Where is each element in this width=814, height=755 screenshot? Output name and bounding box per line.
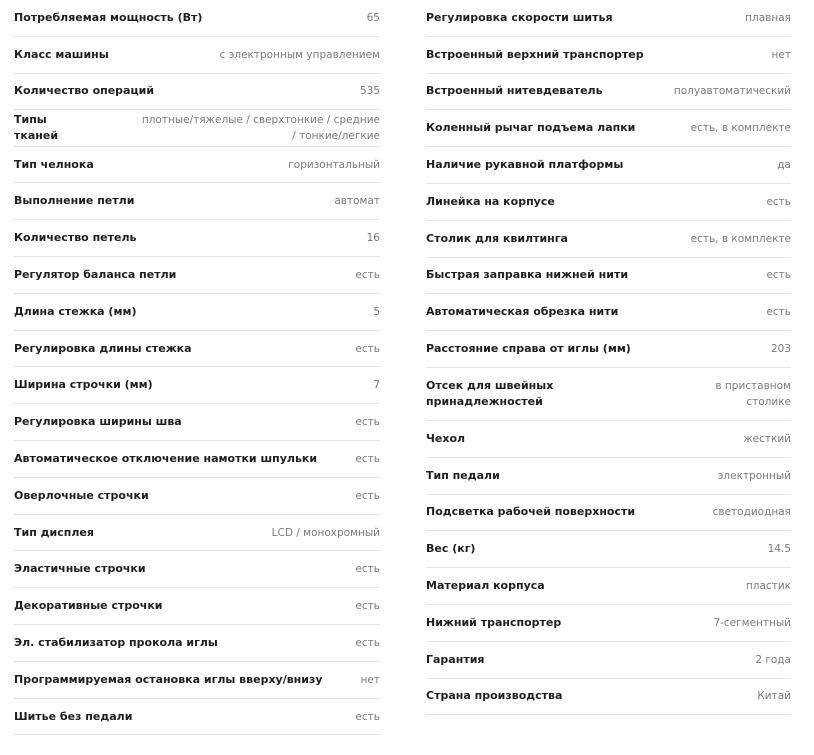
spec-label: Автоматическое отключение намотки шпульки [14,451,318,465]
spec-value: 203 [770,343,791,356]
spec-label: Столик для квилтинга [426,231,568,245]
spec-row [426,74,791,111]
spec-label: Потребляемая мощность (Вт) [14,10,203,24]
spec-value: Китай [757,690,791,703]
spec-value: полуавтоматический [673,85,791,98]
spec-label: Программируемая остановка иглы вверху/внизу [14,672,323,686]
spec-label: Шитье без педали [14,709,133,723]
spec-value: есть [355,600,380,613]
spec-label: Регулятор баланса петли [14,267,177,281]
spec-row [14,331,380,368]
spec-value: автомат [334,195,380,208]
spec-row [426,495,791,532]
spec-row [426,258,791,295]
spec-row [14,257,380,294]
spec-value: 16 [366,232,380,245]
spec-value: есть [355,489,380,502]
spec-row [14,478,380,515]
spec-row [14,588,380,625]
spec-label: Вес (кг) [426,542,476,556]
spec-value: да [777,159,791,172]
spec-label: Гарантия [426,652,485,666]
spec-label: Количество операций [14,84,155,98]
spec-value: нет [360,673,380,686]
spec-label: Регулировка ширины шва [14,415,182,429]
spec-row [426,294,791,331]
spec-label: Страна производства [426,689,563,703]
spec-value: 535 [359,85,380,98]
spec-value: в приставном столике [715,379,791,408]
spec-label: Выполнение петли [14,194,135,208]
spec-row [14,441,380,478]
spec-value: 2 года [755,653,791,666]
spec-row [426,568,791,605]
spec-value: 14.5 [767,543,791,556]
spec-value: LCD / монохромный [271,526,380,539]
specs-column-right [426,0,791,715]
spec-row [14,515,380,552]
spec-label: Встроенный верхний транспортер [426,47,644,61]
spec-value: плотные/тяжелые / сверхтонкие / средние / тонкие/легкие [141,114,380,143]
spec-row [426,531,791,568]
spec-label: Регулировка длины стежка [14,341,192,355]
spec-value: нет [771,48,791,61]
spec-value: есть [355,416,380,429]
spec-label: Чехол [426,431,466,445]
spec-value: 7 [373,379,380,392]
spec-value: есть, в комплекте [690,232,791,245]
spec-row [14,37,380,74]
spec-value: есть [766,269,791,282]
spec-label: Оверлочные строчки [14,488,149,502]
spec-label: Линейка на корпусе [426,194,555,208]
spec-value: есть [766,306,791,319]
spec-row [426,642,791,679]
spec-value: есть [355,710,380,723]
spec-row [426,184,791,221]
spec-value: 7-сегментный [713,616,791,629]
spec-label: Эластичные строчки [14,562,146,576]
spec-row [14,625,380,662]
spec-label: Подсветка рабочей поверхности [426,505,636,519]
spec-row [14,74,380,111]
spec-row [14,699,380,736]
spec-row [14,0,380,37]
spec-value: есть [355,342,380,355]
spec-label: Тип педали [426,468,500,482]
spec-label: Встроенный нитевдеватель [426,84,603,98]
spec-label: Нижний транспортер [426,615,562,629]
spec-row [426,0,791,37]
spec-label: Длина стежка (мм) [14,304,137,318]
spec-row [14,147,380,184]
specs-column-left [14,0,380,735]
spec-label: Наличие рукавной платформы [426,158,624,172]
spec-row [426,147,791,184]
spec-value: есть [355,268,380,281]
spec-label: Расстояние справа от иглы (мм) [426,342,631,356]
spec-value: есть [355,452,380,465]
spec-row [426,368,791,421]
spec-label: Ширина строчки (мм) [14,378,153,392]
spec-value: есть [766,195,791,208]
spec-row [14,551,380,588]
spec-label: Класс машины [14,47,109,61]
spec-label: Отсек для швейных принадлежностей [426,378,554,408]
spec-label: Тип дисплея [14,525,94,539]
spec-value: горизонтальный [288,158,380,171]
spec-label: Количество петель [14,231,137,245]
spec-row [426,421,791,458]
spec-value: светодиодная [712,506,791,519]
spec-value: с электронным управлением [219,48,380,61]
spec-row [426,331,791,368]
spec-row [426,679,791,716]
spec-row [14,367,380,404]
spec-row [426,37,791,74]
spec-label: Регулировка скорости шитья [426,10,613,24]
spec-label: Автоматическая обрезка нити [426,305,619,319]
spec-label: Декоративные строчки [14,599,163,613]
spec-value: жесткий [743,432,791,445]
spec-row [426,458,791,495]
spec-value: пластик [745,580,791,593]
spec-value: плавная [745,11,791,24]
spec-value: есть [355,636,380,649]
spec-row [426,605,791,642]
spec-label: Тип челнока [14,157,94,171]
spec-row [14,662,380,699]
spec-value: есть, в комплекте [690,122,791,135]
spec-row [14,294,380,331]
spec-value: электронный [717,469,791,482]
spec-label: Типы тканей [14,113,59,143]
spec-row [14,220,380,257]
spec-row [426,110,791,147]
spec-row [14,404,380,441]
spec-label: Эл. стабилизатор прокола иглы [14,635,218,649]
spec-row [426,221,791,258]
spec-row [14,110,380,146]
spec-label: Материал корпуса [426,579,545,593]
spec-label: Быстрая заправка нижней нити [426,268,629,282]
spec-row [14,183,380,220]
spec-value: 5 [373,305,380,318]
spec-value: 65 [366,11,380,24]
spec-value: есть [355,563,380,576]
spec-label: Коленный рычаг подъема лапки [426,121,636,135]
